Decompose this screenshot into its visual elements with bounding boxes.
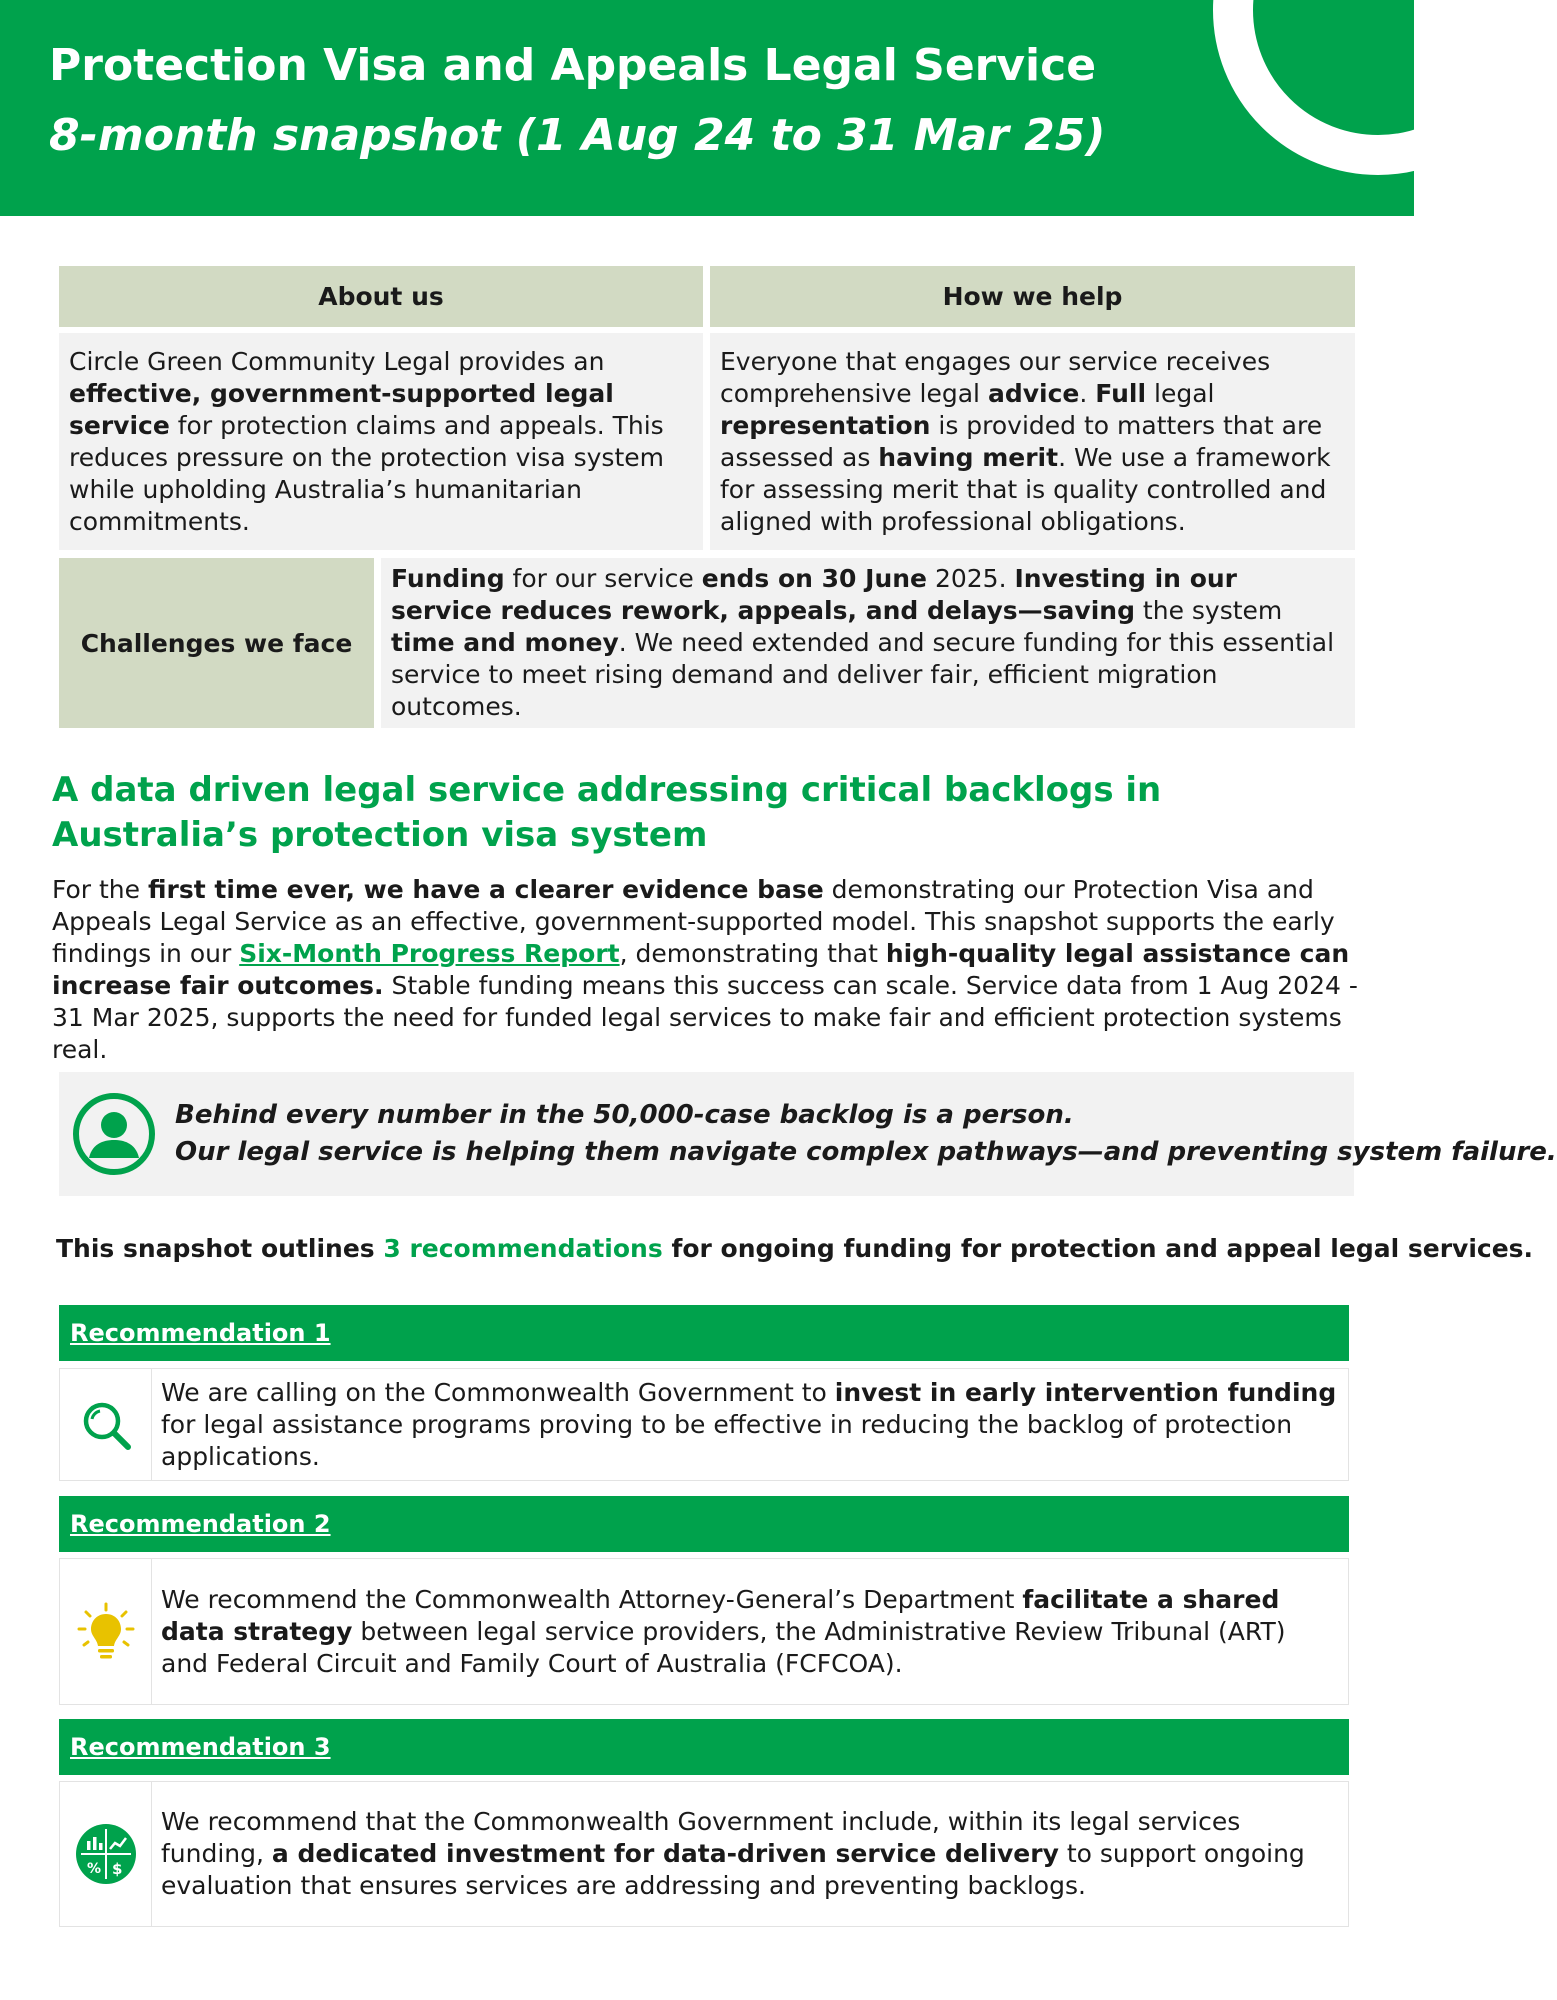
quote-line-1: Behind every number in the 50,000-case backlog is a person. [175,1100,1074,1130]
challenges-text: Funding for our service ends on 30 June 2025. Investing in our service reduces rework, appeals, and delays—saving the system time and money. We need extended and secure funding for this essential service to meet rising demand and deliver fair, efficient migration outcomes. [381,558,1355,728]
recommendation-3-row [59,1781,1349,1927]
data-chart-icon [75,1823,137,1885]
recommendation-3-text: We recommend that the Commonwealth Government include, within its legal services funding, a dedicated investment for data-driven service delivery to support ongoing evaluation that ensures services are addressing and preventing backlogs. [161,1807,1305,1900]
recommendation-2-label: Recommendation 2 [70,1510,331,1538]
help-text: Everyone that engages our service receives comprehensive legal advice. Full legal representation is provided to matters that are assessed as having merit. We use a framework for assessing merit that is quality controlled and aligned with professional obligations. [710,333,1355,550]
recommendation-2-text: We recommend the Commonwealth Attorney-General’s Department facilitate a shared data strategy between legal service providers, the Administrative Review Tribunal (ART) and Federal Circuit and Family Court of Australia (FCFCOA). [161,1584,1286,1678]
about-text: Circle Green Community Legal provides an effective, government-supported legal service for protection claims and appeals. This reduces pressure on the protection visa system while upholding Australia’s humanitarian commitments. [59,333,703,550]
recommendation-1-text: We are calling on the Commonwealth Government to invest in early intervention funding for legal assistance programs proving to be effective in reducing the backlog of protection applications. [161,1377,1337,1471]
svg-text:%: % [86,1861,101,1877]
page-title: Protection Visa and Appeals Legal Service [49,40,1097,91]
snapshot-statement: This snapshot outlines 3 recommendations for ongoing funding for protection and appeal legal services. [56,1234,1534,1263]
section-heading: A data driven legal service addressing critical backlogs in Australia’s protection visa system [52,770,1162,855]
help-heading: How we help [710,266,1355,327]
page-subtitle: 8-month snapshot (1 Aug 24 to 31 Mar 25) [49,110,1106,161]
decorative-ring [1213,0,1543,175]
intro-paragraph: For the first time ever, we have a clearer evidence base demonstrating our Protection Visa and Appeals Legal Service as an effective, government-supported model. This snapshot supports the early findings in our Six-Month Progress Report, demonstrating that high-quality legal assistance can increase fair outcomes. Stable funding means this success can scale. Service data from 1 Aug 2024 - 31 Mar 2025, supports the need for funded legal services to make fair and efficient protection systems real. [52,875,1358,1064]
recommendation-1-row [59,1368,1349,1481]
recommendation-1-header [59,1305,1349,1361]
svg-text:$: $ [111,1860,122,1878]
magnifier-icon [78,1397,134,1453]
challenges-heading: Challenges we face [59,558,374,728]
about-heading: About us [59,266,703,327]
lightbulb-icon [76,1602,136,1662]
recommendation-2-row [59,1558,1349,1705]
quote-line-2: Our legal service is helping them navigate complex pathways—and preventing system failure. [175,1137,1557,1167]
recommendation-2-header [59,1496,1349,1552]
recommendation-3-header [59,1719,1349,1775]
recommendation-3-label: Recommendation 3 [70,1733,331,1761]
header-banner [0,0,1414,216]
person-icon [72,1092,156,1176]
progress-report-link[interactable]: Six-Month Progress Report [239,939,620,968]
recommendation-1-label: Recommendation 1 [70,1319,331,1347]
quote-box [59,1072,1557,1196]
